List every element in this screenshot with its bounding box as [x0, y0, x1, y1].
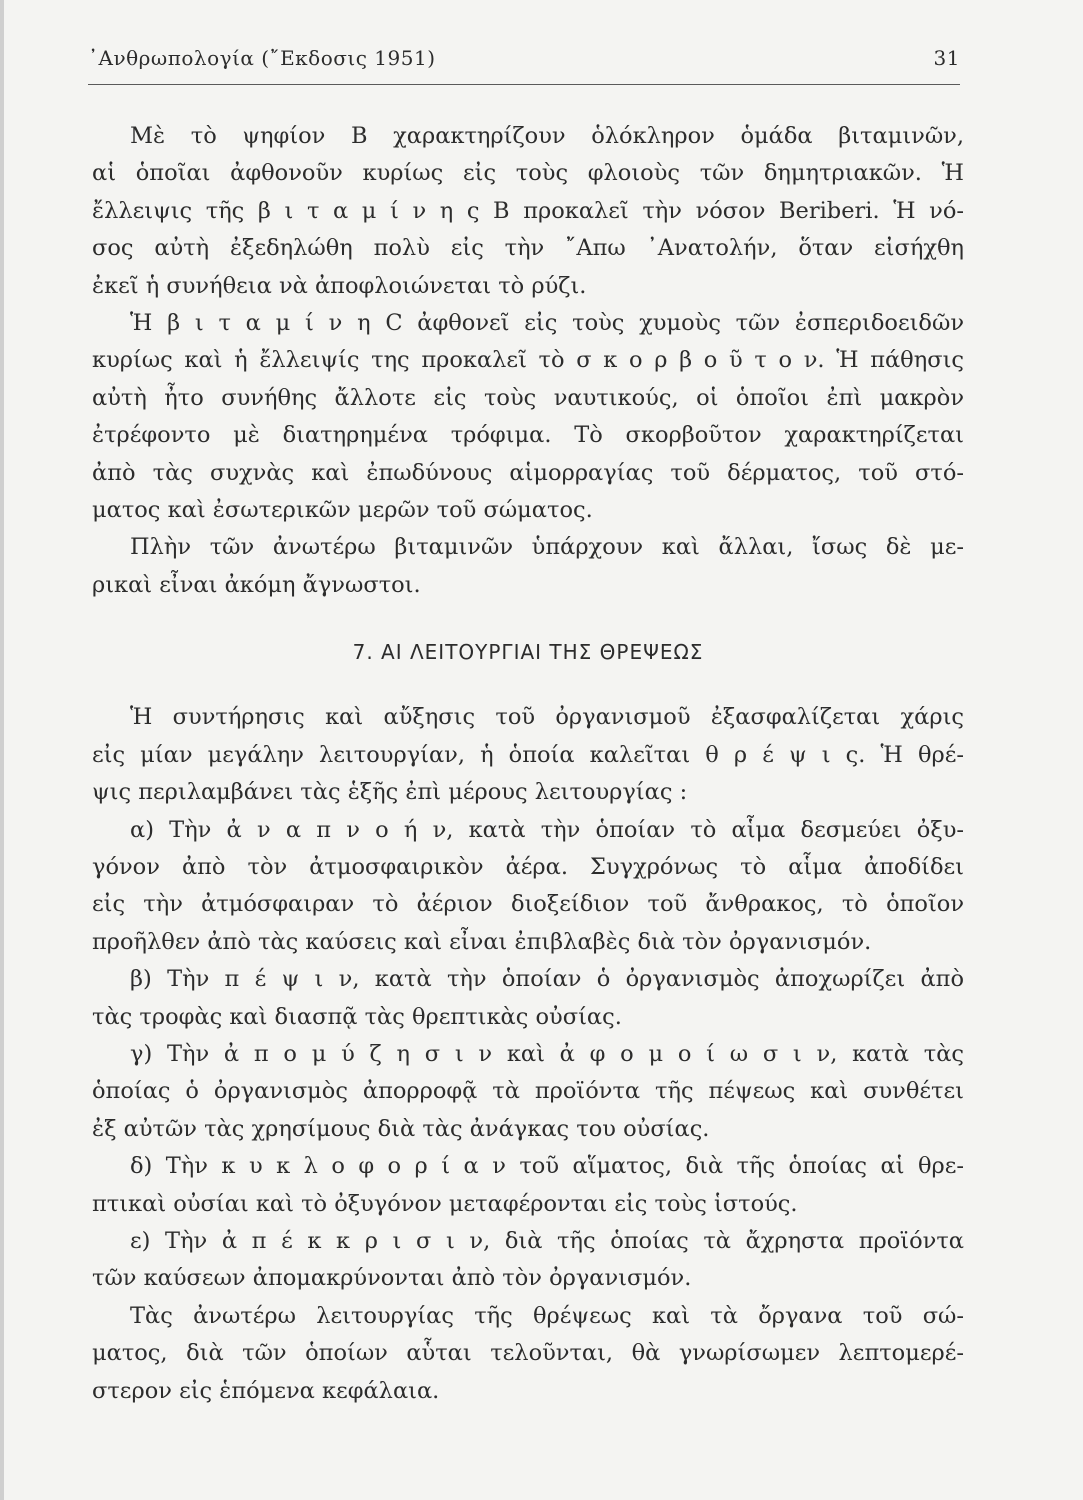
text-line: ἐξ αὐτῶν τὰς χρησίμους διὰ τὰς ἀνάγκας του οὐσίας.: [92, 1115, 710, 1142]
text-line: αὐτὴ ἦτο συνήθης ἄλλοτε εἰς τοὺς ναυτικούς, οἱ ὁποῖοι ἐπὶ μακρὸν: [92, 384, 964, 411]
text-line: εἰς μίαν μεγάλην λειτουργίαν, ἡ ὁποία καλεῖται θ ρ έ ψ ι ς. Ἡ θρέ-: [92, 741, 964, 768]
text-line: ρικαὶ εἶναι ἀκόμη ἄγνωστοι.: [92, 571, 421, 598]
text-line: Ἡ συντήρησις καὶ αὔξησις τοῦ ὀργανισμοῦ ἐξασφαλίζεται χάρις: [130, 704, 964, 731]
text-line: α) Τὴν ἀ ν α π ν ο ή ν, κατὰ τὴν ὁποίαν τὸ αἷμα δεσμεύει ὀξυ-: [130, 816, 964, 843]
text-line: κυρίως καὶ ἡ ἔλλειψίς της προκαλεῖ τὸ σ κ ο ρ β ο ῦ τ ο ν. Ἡ πάθησις: [92, 347, 964, 374]
text-line: δ) Τὴν κ υ κ λ ο φ ο ρ ί α ν τοῦ αἵματος, διὰ τῆς ὁποίας αἱ θρε-: [130, 1153, 964, 1180]
page-edge: [0, 0, 4, 1500]
text-line: ἀπὸ τὰς συχνὰς καὶ ἐπωδύνους αἱμορραγίας τοῦ δέρματος, τοῦ στό-: [92, 459, 964, 486]
text-line: πτικαὶ οὐσίαι καὶ τὸ ὀξυγόνον μεταφέρονται εἰς τοὺς ἱστούς.: [92, 1190, 798, 1217]
text-line: ὁποίας ὁ ὀργανισμὸς ἀπορροφᾷ τὰ προϊόντα τῆς πέψεως καὶ συνθέτει: [92, 1078, 964, 1105]
text-line: ἐκεῖ ἡ συνήθεια νὰ ἀποφλοιώνεται τὸ ρύζι.: [92, 272, 587, 299]
text-line: τῶν καύσεων ἀπομακρύνονται ἀπὸ τὸν ὀργανισμόν.: [92, 1265, 692, 1292]
running-title: ᾿Ανθρωπολογία (῎Εκδοσις 1951): [88, 46, 436, 70]
text-line: Πλὴν τῶν ἀνωτέρω βιταμινῶν ὑπάρχουν καὶ ἄλλαι, ἴσως δὲ με-: [130, 534, 964, 561]
text-line: ε) Τὴν ἀ π έ κ κ ρ ι σ ι ν, διὰ τῆς ὁποίας τὰ ἄχρηστα προϊόντα: [130, 1227, 964, 1254]
text-line: ἔλλειψις τῆς β ι τ α μ ί ν η ς Β προκαλεῖ τὴν νόσον Beriberi. Ἡ νό-: [92, 197, 964, 224]
text-line: στερον εἰς ἑπόμενα κεφάλαια.: [92, 1377, 440, 1404]
text-line: ψις περιλαμβάνει τὰς ἑξῆς ἐπὶ μέρους λειτουργίας :: [92, 779, 688, 806]
page-number: 31: [933, 46, 960, 70]
running-header: [88, 44, 960, 74]
text-line: προῆλθεν ἀπὸ τὰς καύσεις καὶ εἶναι ἐπιβλαβὲς διὰ τὸν ὀργανισμόν.: [92, 928, 872, 955]
page-body: [92, 118, 964, 1410]
text-line: γ) Τὴν ἀ π ο μ ύ ζ η σ ι ν καὶ ἀ φ ο μ ο ί ω σ ι ν, κατὰ τὰς: [130, 1040, 964, 1067]
text-line: ματος, διὰ τῶν ὁποίων αὗται τελοῦνται, θὰ γνωρίσωμεν λεπτομερέ-: [92, 1340, 964, 1367]
text-line: β) Τὴν π έ ψ ι ν, κατὰ τὴν ὁποίαν ὁ ὀργανισμὸς ἀποχωρίζει ἀπὸ: [130, 966, 964, 993]
text-line: αἱ ὁποῖαι ἀφθονοῦν κυρίως εἰς τοὺς φλοιοὺς τῶν δημητριακῶν. Ἡ: [92, 160, 964, 187]
text-line: τὰς τροφὰς καὶ διασπᾷ τὰς θρεπτικὰς οὐσίας.: [92, 1003, 622, 1030]
section-heading: 7. ΑΙ ΛΕΙΤΟΥΡΓΙΑΙ ΤΗΣ ΘΡΕΨΕΩΣ: [352, 640, 704, 665]
text-line: Τὰς ἀνωτέρω λειτουργίας τῆς θρέψεως καὶ τὰ ὄργανα τοῦ σώ-: [130, 1302, 964, 1329]
text-line: εἰς τὴν ἀτμόσφαιραν τὸ ἀέριον διοξείδιον τοῦ ἄνθρακος, τὸ ὁποῖον: [92, 891, 964, 918]
text-line: ἐτρέφοντο μὲ διατηρημένα τρόφιμα. Τὸ σκορβοῦτον χαρακτηρίζεται: [92, 422, 964, 449]
text-line: σος αὐτὴ ἐξεδηλώθη πολὺ εἰς τὴν ῎Απω ᾿Ανατολήν, ὅταν εἰσήχθη: [92, 235, 964, 262]
text-line: Ἡ β ι τ α μ ί ν η C ἀφθονεῖ εἰς τοὺς χυμοὺς τῶν ἐσπεριδοειδῶν: [130, 309, 964, 336]
header-rule: [88, 84, 960, 85]
text-line: ματος καὶ ἐσωτερικῶν μερῶν τοῦ σώματος.: [92, 496, 593, 523]
text-line: Μὲ τὸ ψηφίον Β χαρακτηρίζουν ὁλόκληρον ὁμάδα βιταμινῶν,: [130, 123, 964, 149]
text-line: γόνον ἀπὸ τὸν ἀτμοσφαιρικὸν ἀέρα. Συγχρόνως τὸ αἷμα ἀποδίδει: [92, 854, 964, 881]
